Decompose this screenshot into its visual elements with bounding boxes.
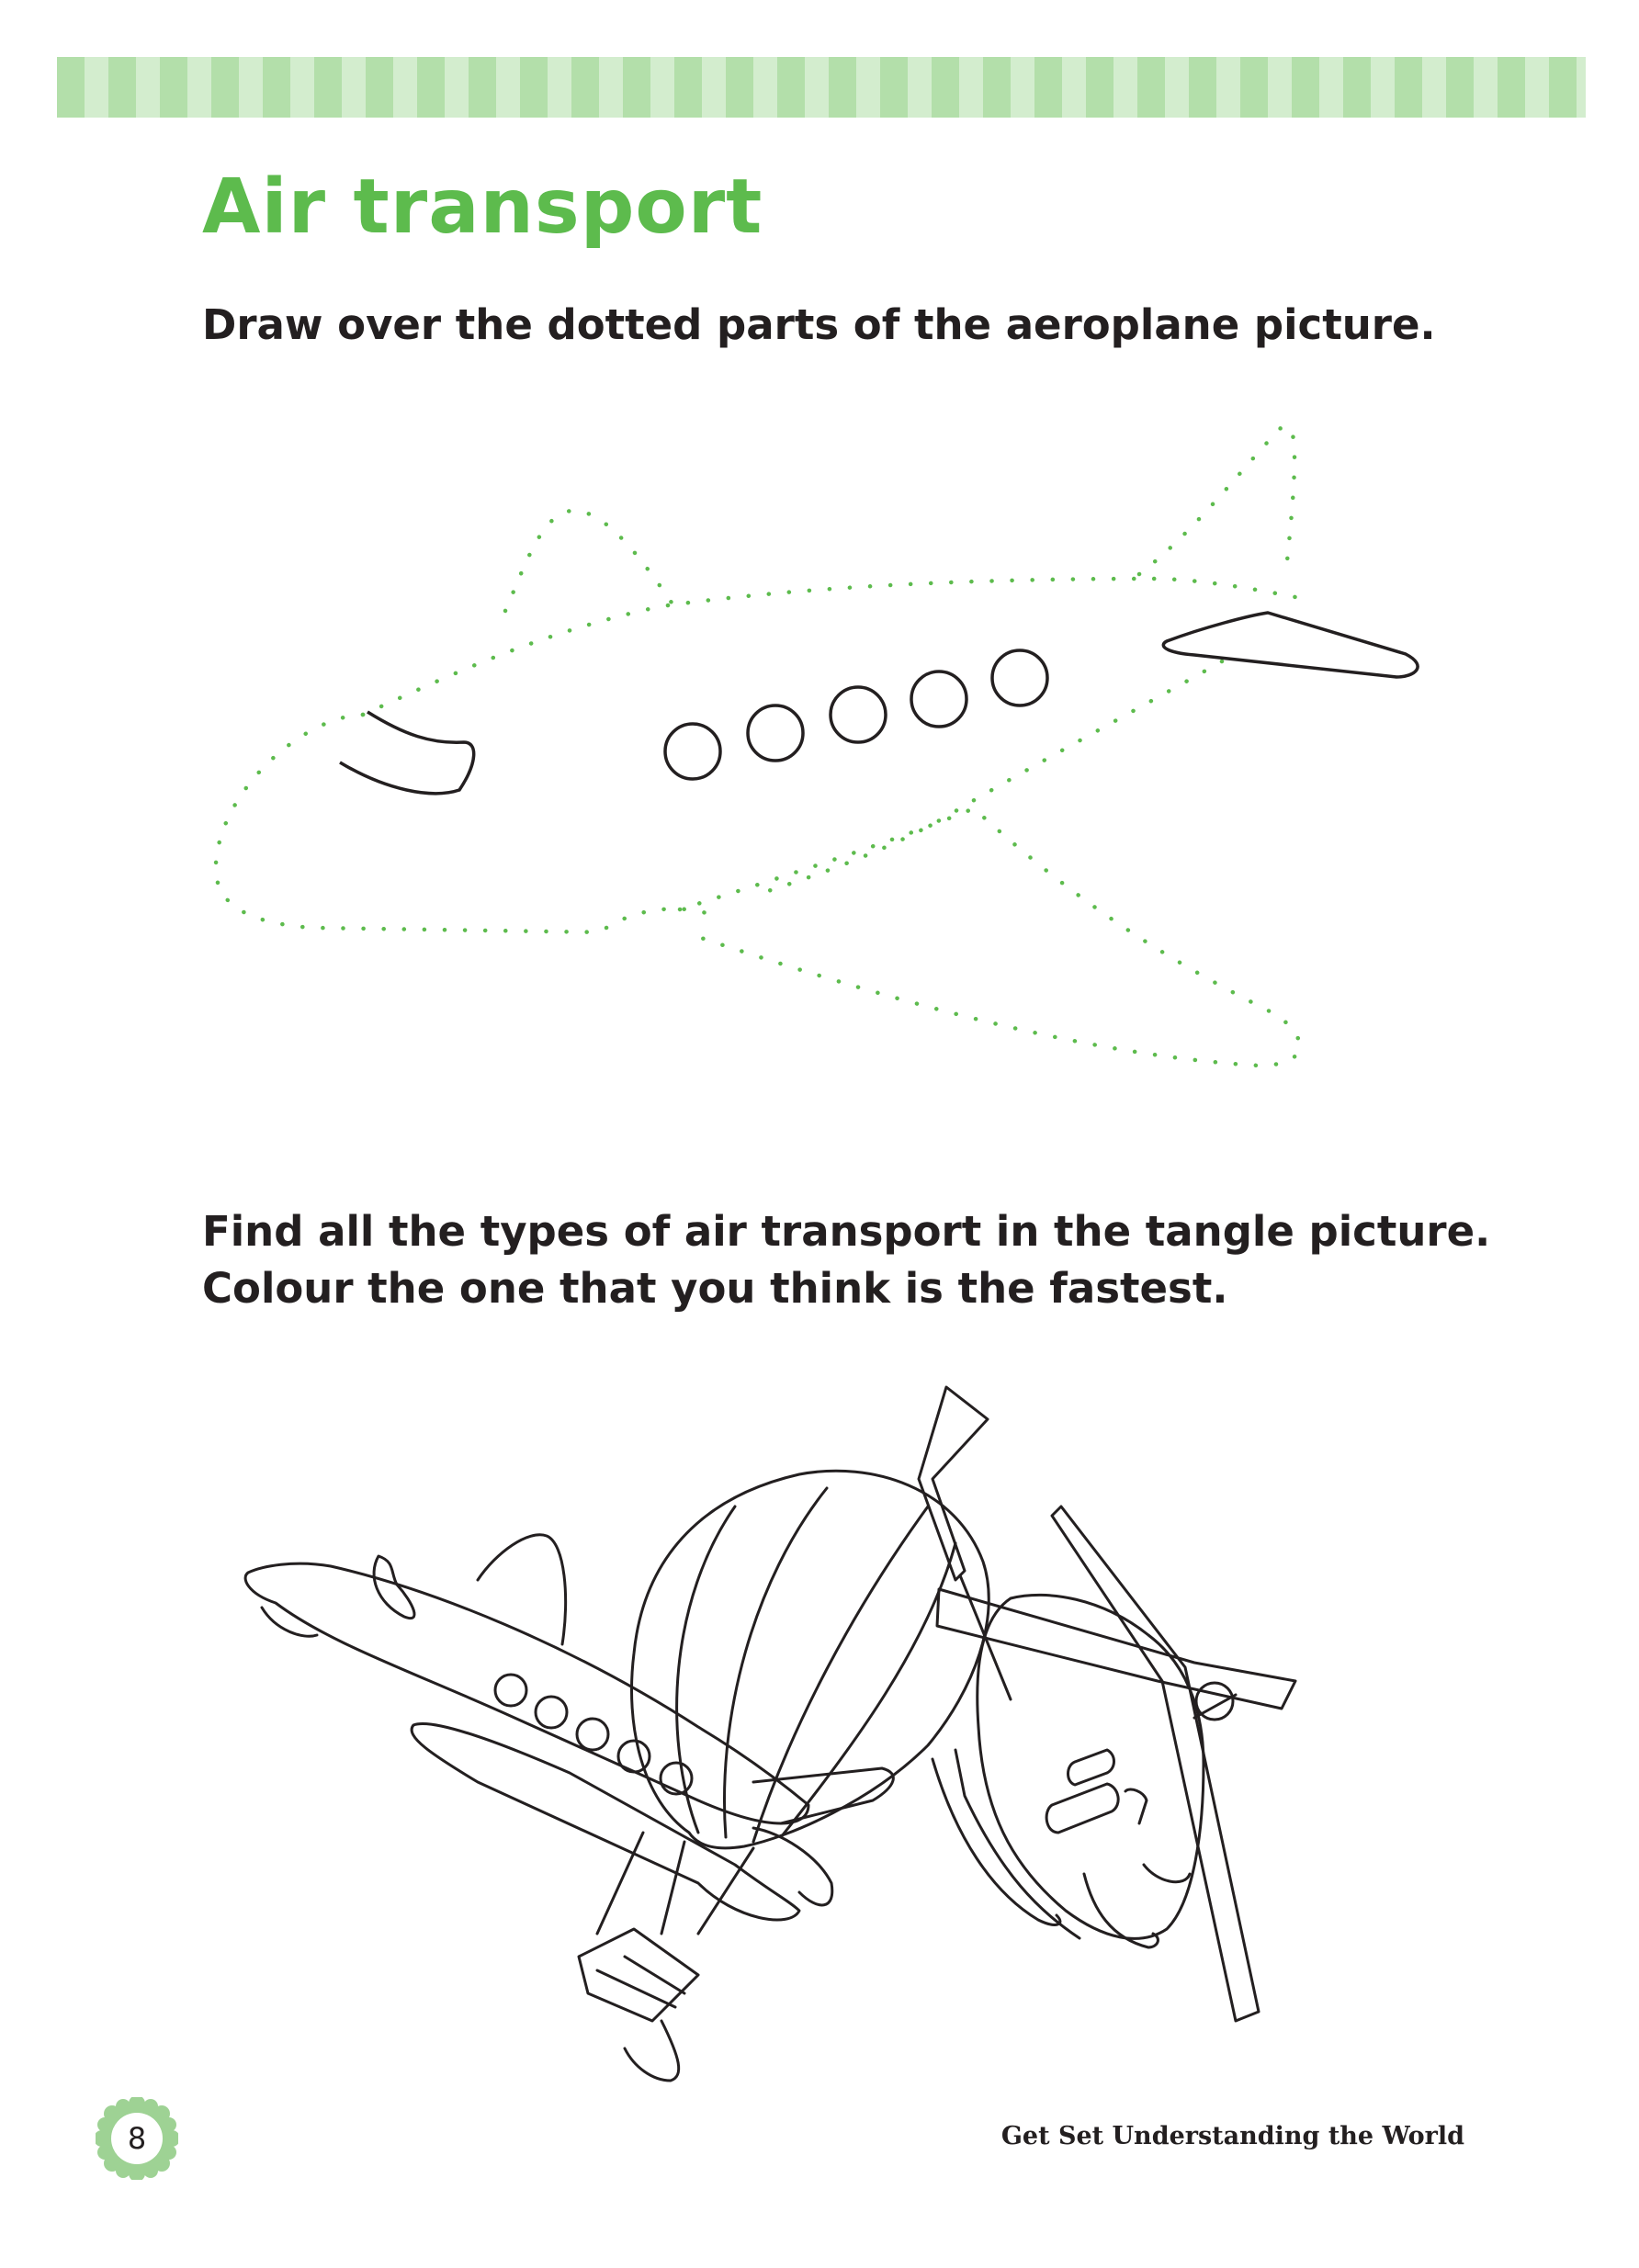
page-number: 8 [127,2121,147,2156]
aeroplane-solid-parts [340,613,1418,794]
tracing-instruction: Draw over the dotted parts of the aeroplane picture. [202,300,1436,349]
page-title: Air transport [202,164,763,251]
dotted-aeroplane-icon [216,426,1300,1066]
tangle-instruction [202,1203,1490,1317]
tangle-instruction-line-2: Colour the one that you think is the fastest. [202,1264,1228,1313]
page-number-badge [96,2097,178,2180]
footer-book-title: Get Set Understanding the World [1000,2122,1464,2150]
dotted-aeroplane-tracing [0,404,1639,1102]
aeroplane-icon [245,1535,893,1920]
tangle-instruction-line-1: Find all the types of air transport in the tangle picture. [202,1207,1491,1256]
air-transport-tangle [0,1369,1639,2104]
helicopter-icon [919,1387,1295,2021]
decorative-stripe-band [57,57,1586,118]
